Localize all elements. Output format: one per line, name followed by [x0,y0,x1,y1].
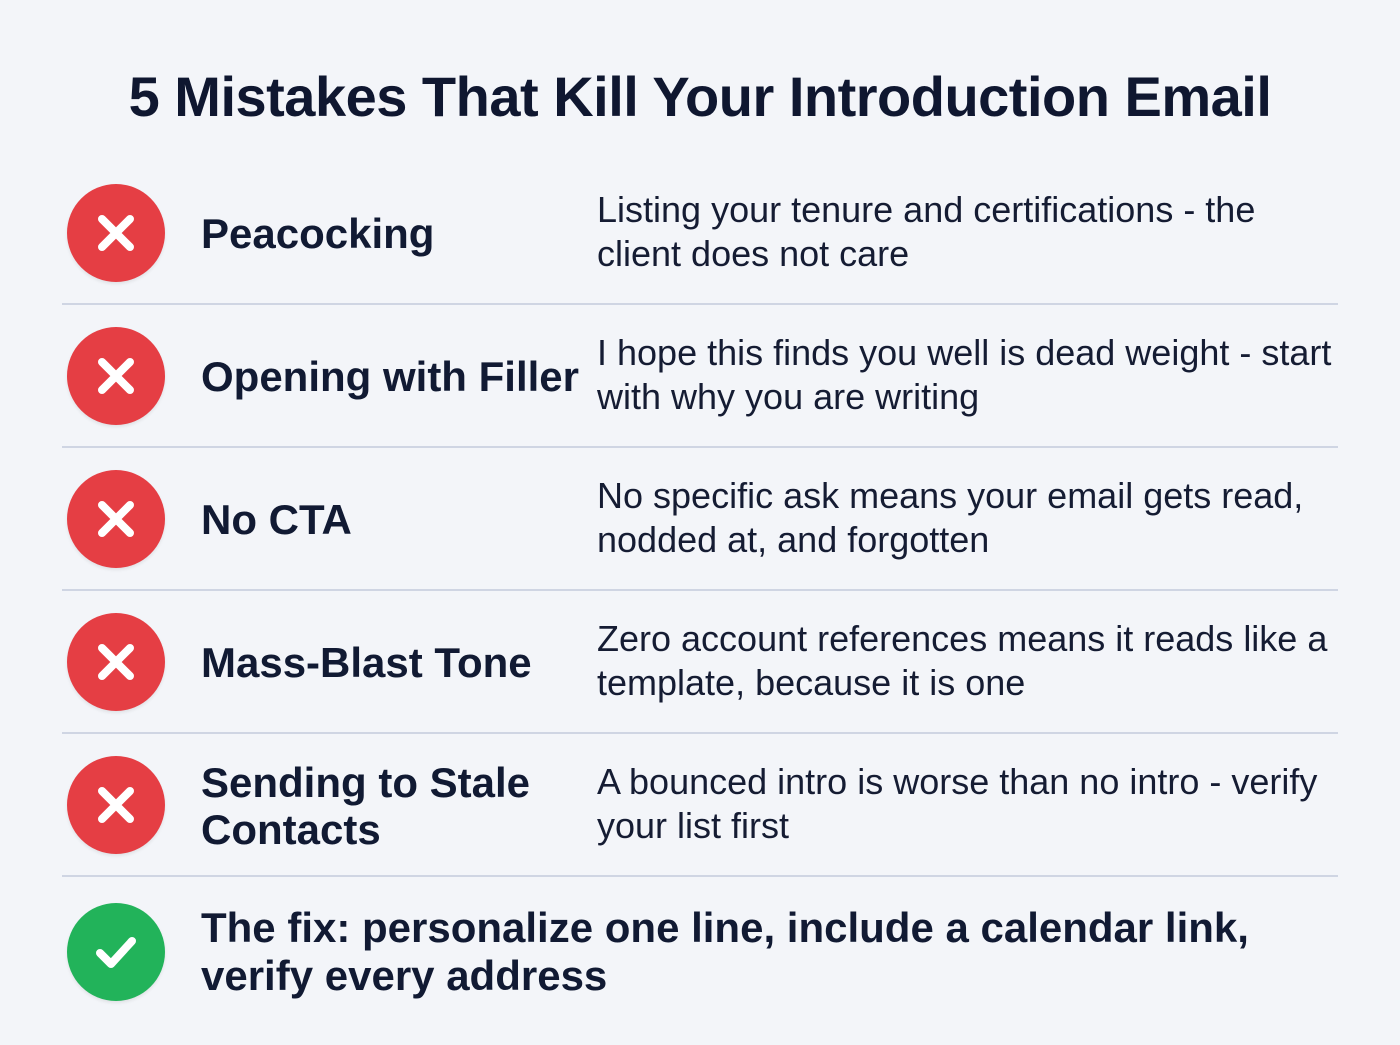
mistake-row [62,305,1338,448]
mistakes-list [62,162,1338,1027]
mistake-description: I hope this finds you well is dead weight - start with why you are writing [597,331,1332,417]
mistake-description: A bounced intro is worse than no intro - verify your list first [597,760,1318,846]
x-icon [67,613,165,711]
x-icon [67,756,165,854]
mistake-row [62,448,1338,591]
mistake-description: Listing your tenure and certifications - the client does not care [597,188,1256,274]
mistake-label: Mass-Blast Tone [201,639,532,686]
check-icon [67,903,165,1001]
fix-text: The fix: personalize one line, include a calendar link, verify every address [201,904,1249,999]
mistake-label: No CTA [201,496,352,543]
mistake-label: Peacocking [201,210,435,257]
mistake-description: No specific ask means your email gets read, nodded at, and forgotten [597,474,1304,560]
x-icon [67,470,165,568]
page-title: 5 Mistakes That Kill Your Introduction Email [128,65,1272,128]
mistake-row [62,591,1338,734]
mistake-label: Sending to Stale Contacts [201,758,531,853]
fix-row [62,877,1338,1027]
mistake-label: Opening with Filler [201,353,579,400]
mistake-description: Zero account references means it reads like a template, because it is one [597,617,1328,703]
mistake-row [62,734,1338,877]
mistake-row [62,162,1338,305]
x-icon [67,184,165,282]
x-icon [67,327,165,425]
